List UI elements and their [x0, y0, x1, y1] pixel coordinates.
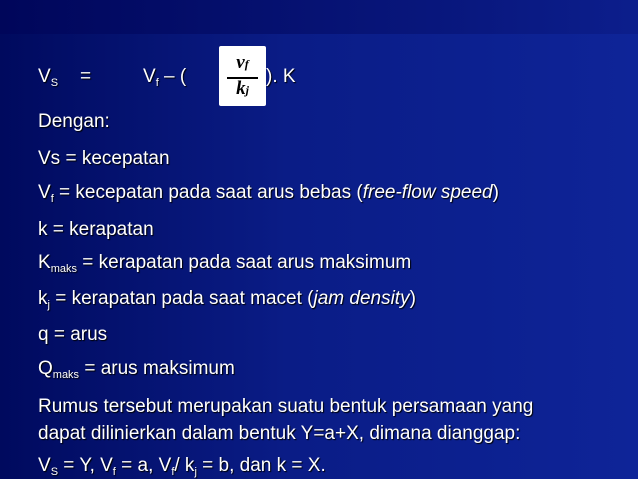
last-vf2-sub: f: [171, 466, 175, 478]
vf-symbol: V: [38, 182, 51, 203]
last-line: [38, 455, 326, 478]
vf-close: ): [492, 182, 499, 203]
fraction: [219, 46, 266, 106]
line-qmaks: [38, 358, 235, 381]
last-vs-sub: S: [50, 466, 59, 478]
line-vs: Vs = kecepatan: [38, 148, 170, 169]
dengan-label: Dengan:: [38, 111, 110, 132]
line-q: q = arus: [38, 324, 108, 345]
last-kj-sub: j: [194, 466, 197, 478]
last-t2: = a, V: [115, 455, 172, 476]
formula-fraction-image: [219, 46, 266, 106]
kmaks-sub: maks: [50, 263, 77, 275]
line-kmaks: [38, 252, 411, 275]
formula-eq: =: [80, 66, 92, 87]
last-t4: = b, dan k = X.: [196, 455, 326, 476]
formula-vf: V: [143, 66, 156, 87]
last-vf-sub: f: [112, 466, 116, 478]
kj-desc: = kerapatan pada saat macet (: [49, 288, 314, 309]
kj-italic: jam density: [313, 288, 410, 309]
rumus-line-2: dapat dilinierkan dalam bentuk Y=a+X, dimana dianggap:: [38, 423, 521, 444]
fraction-num-v: v: [236, 52, 245, 73]
line-k: k = kerapatan: [38, 219, 154, 240]
kj-sub: j: [47, 299, 50, 311]
formula-vs-sub: S: [50, 77, 59, 89]
formula-close: ). K: [266, 66, 296, 87]
vf-italic: free-flow speed: [362, 182, 493, 203]
last-vs: V: [38, 455, 51, 476]
kmaks-symbol: K: [38, 252, 51, 273]
formula-minus-paren: – (: [164, 66, 187, 87]
fraction-denominator: [219, 78, 266, 100]
header-stripe: [0, 0, 638, 34]
rumus-line-1: Rumus tersebut merupakan suatu bentuk persamaan yang: [38, 396, 534, 417]
qmaks-desc: = arus maksimum: [79, 358, 235, 379]
formula-rhs: [143, 66, 186, 89]
line-vf: [38, 182, 499, 205]
vf-sub: f: [50, 193, 54, 205]
last-t3: / k: [174, 455, 195, 476]
formula-vs: V: [38, 66, 51, 87]
formula-lhs: [38, 66, 58, 89]
last-t1: = Y, V: [58, 455, 113, 476]
kmaks-desc: = kerapatan pada saat arus maksimum: [76, 252, 412, 273]
vf-desc: = kecepatan pada saat arus bebas (: [53, 182, 363, 203]
fraction-numerator: [219, 52, 266, 74]
qmaks-sub: maks: [52, 369, 80, 381]
fraction-num-sub: f: [244, 57, 249, 71]
kj-symbol: k: [38, 288, 48, 309]
qmaks-symbol: Q: [38, 358, 53, 379]
kj-close: ): [409, 288, 416, 309]
fraction-den-k: k: [236, 78, 246, 99]
line-kj: [38, 288, 416, 311]
formula-vf-sub: f: [155, 77, 159, 89]
fraction-den-sub: j: [245, 83, 249, 97]
